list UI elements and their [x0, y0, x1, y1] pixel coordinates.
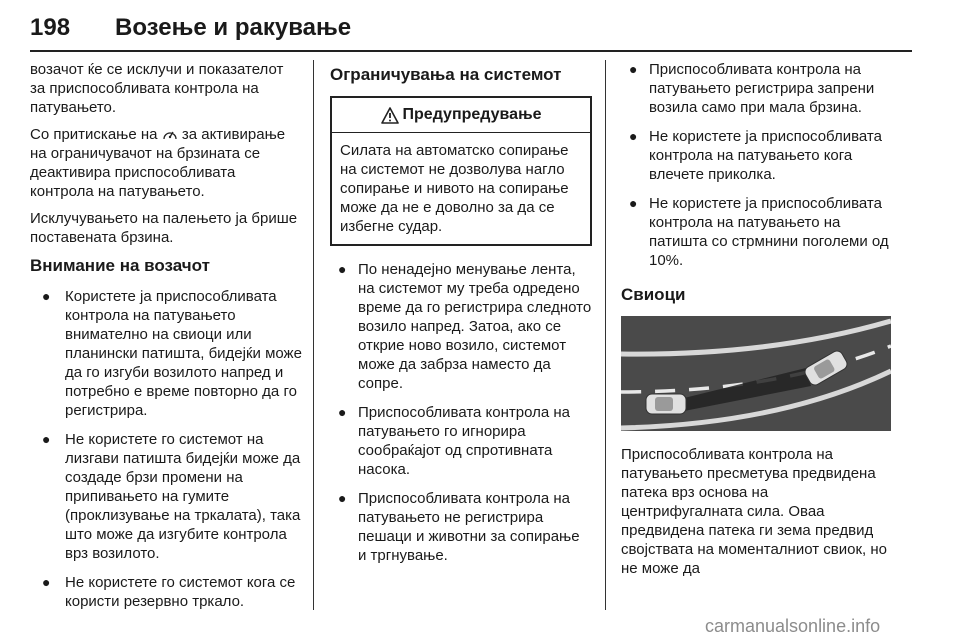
list-item [330, 489, 592, 565]
car-icon [646, 394, 686, 414]
paragraph-text: Со притискање на [30, 126, 162, 143]
curve-road-illustration [621, 316, 891, 431]
list-item [330, 260, 592, 393]
list-item [621, 127, 891, 184]
section-heading: Внимание на возачот [30, 256, 210, 275]
paragraph: возачот ќе се исклучи и показателот за приспособливата контрола на патувањето. [30, 61, 284, 116]
list-item-text: Не користете го системот на лизгави патишта бидејќи може да создаде брзи промени на припивањето на гумите (проклизување на тркалата), така што може да изгубите контрола врз возилото. [65, 431, 301, 562]
page-title: Возење и ракување [115, 14, 352, 41]
bullet-icon: ● [42, 288, 51, 304]
warning-triangle-icon [381, 107, 399, 124]
list-item [330, 403, 592, 479]
warning-box [330, 96, 592, 246]
column-middle [330, 60, 592, 575]
list-item [30, 287, 302, 420]
list-item-text: По ненадејно менување лента, на системот му треба одредено време да го регистрира следното возило напред. Затоа, ако се открие ново возило, системот може да забрза наместо да сопре. [358, 261, 592, 392]
paragraph-with-icon [30, 125, 302, 201]
bullet-list [330, 260, 592, 565]
bullet-icon: ● [42, 574, 51, 590]
section-heading: Свиоци [621, 285, 686, 304]
list-item-text: Не користете ја приспособливата контрола на патувањето на патишта со стрмнини поголеми од 10%. [649, 195, 889, 269]
list-item-text: Користете ја приспособливата контрола на патувањето внимателно на свиоци или планински патишта, бидејќи може да го изгуби возилото напред и потребно е време повторно да го регистрира. [65, 288, 302, 419]
bullet-icon: ● [338, 261, 347, 277]
warning-title: Предупредување [402, 106, 542, 123]
bullet-icon: ● [629, 61, 638, 77]
column-left [30, 60, 302, 621]
paragraph: Исклучувањето на палењето ја брише поставената брзина. [30, 210, 298, 246]
warning-header [332, 98, 590, 133]
page-number: 198 [30, 14, 71, 41]
bullet-icon: ● [338, 490, 347, 506]
list-item [621, 60, 891, 117]
list-item-text: Приспособливата контрола на патувањето го игнорира сообраќајот од спротивната насока. [358, 404, 571, 478]
column-divider [605, 60, 606, 610]
bullet-list [621, 60, 891, 270]
paragraph-text: за активирање на ограничувачот на брзината се деактивира приспособливата контрола на патувањето. [30, 126, 286, 200]
column-divider [313, 60, 314, 610]
list-item [621, 194, 891, 270]
paragraph: Приспособливата контрола на патувањето пресметува предвидена патека врз основа на центрифугалната сила. Оваа предвидена патека ги зема предвид својствата на моменталниот свиок, но не може да [621, 446, 887, 577]
watermark: carmanualsonline.info [705, 616, 881, 636]
bullet-icon: ● [42, 431, 51, 447]
list-item-text: Приспособливата контрола на патувањето не регистрира пешаци и животни за сопирање и тргнување. [358, 490, 580, 564]
page-header [30, 14, 912, 54]
bullet-icon: ● [629, 195, 638, 211]
header-rule [30, 50, 912, 52]
list-item-text: Не користете ја приспособливата контрола на патувањето кога влечете приколка. [649, 128, 882, 183]
list-item [30, 430, 302, 563]
cruise-limiter-icon [162, 127, 178, 141]
warning-text: Силата на автоматско сопирање на системот не дозволува нагло сопирање и нивото на сопирање може да не е доволно за да се избегне судар. [340, 142, 569, 235]
bullet-icon: ● [338, 404, 347, 420]
bullet-icon: ● [629, 128, 638, 144]
bullet-list [30, 287, 302, 611]
list-item-text: Приспособливата контрола на патувањето регистрира запрени возила само при мала брзина. [649, 61, 875, 116]
list-item-text: Не користете го системот кога се користи резервно тркало. [65, 574, 296, 610]
section-heading: Ограничувања на системот [330, 65, 562, 84]
list-item [30, 573, 302, 611]
column-right [621, 60, 891, 586]
